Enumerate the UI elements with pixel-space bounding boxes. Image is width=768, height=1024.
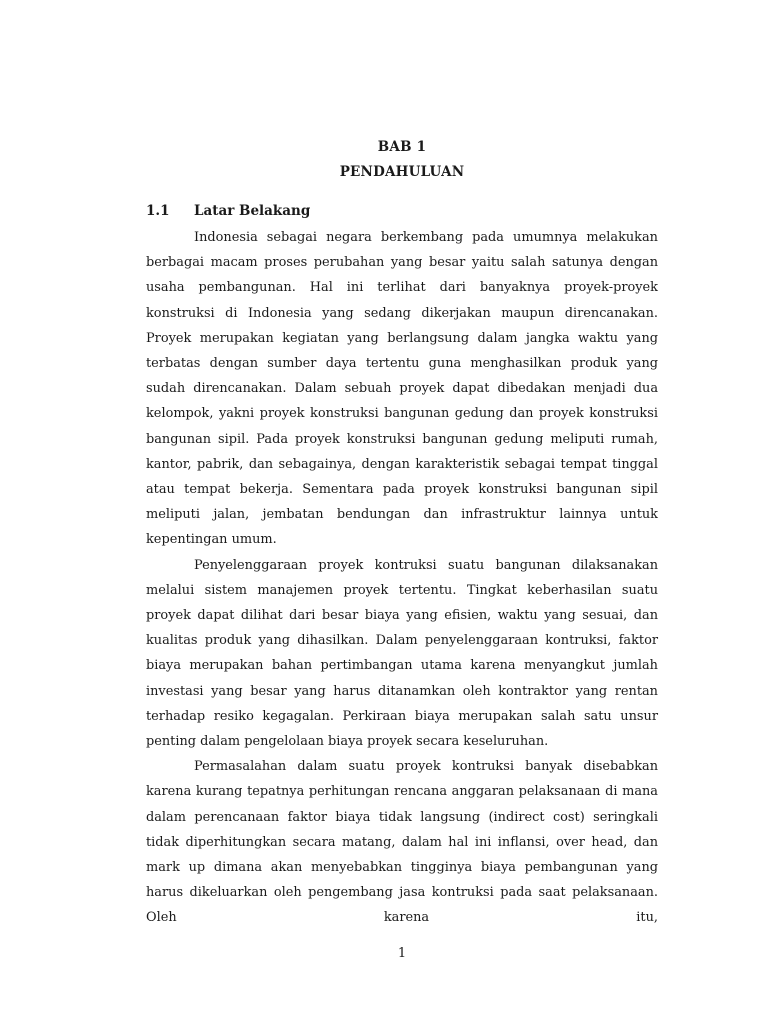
paragraph: Indonesia sebagai negara berkembang pada umumnya melakukan berbagai macam proses perubahan yang besar yaitu salah satunya dengan usaha pembangunan. Hal ini terlihat dari banyaknya proyek-proyek konstruksi di Indonesia yang sedang dikerjakan maupun direncanakan. Proyek merupakan kegiatan yang berlangsung dalam jangka waktu yang terbatas dengan sumber daya tertentu guna menghasilkan produk yang sudah direncanakan. Dalam sebuah proyek dapat dibedakan menjadi dua kelompok, yakni proyek konstruksi bangunan gedung dan proyek konstruksi bangunan sipil. Pada proyek konstruksi bangunan gedung meliputi rumah, kantor, pabrik, dan sebagainya, dengan karakteristik sebagai tempat tinggal atau tempat bekerja. Sementara pada proyek konstruksi bangunan sipil meliputi jalan, jembatan bendungan dan infrastruktur lainnya untuk kepentingan umum. <box>146 230 658 548</box>
chapter-number: BAB 1 <box>377 139 427 155</box>
section-heading <box>146 203 310 219</box>
chapter-title: PENDAHULUAN <box>339 164 465 180</box>
section-title: Latar Belakang <box>194 203 311 219</box>
body-text <box>146 225 658 931</box>
paragraph: Penyelenggaraan proyek kontruksi suatu bangunan dilaksanakan melalui sistem manajemen proyek tertentu. Tingkat keberhasilan suatu proyek dapat dilihat dari besar biaya yang efisien, waktu yang sesuai, dan kualitas produk yang dihasilkan. Dalam penyelenggaraan kontruksi, faktor biaya merupakan bahan pertimbangan utama karena menyangkut jumlah investasi yang besar yang harus ditanamkan oleh kontraktor yang rentan terhadap resiko kegagalan. Perkiraan biaya merupakan salah satu unsur penting dalam pengelolaan biaya proyek secara keseluruhan. <box>146 557 658 750</box>
paragraph: Permasalahan dalam suatu proyek kontruksi banyak disebabkan karena kurang tepatnya perhitungan rencana anggaran pelaksanaan di mana dalam perencanaan faktor biaya tidak langsung (indirect cost) seringkali tidak diperhitungkan secara matang, dalam hal ini inflansi, over head, dan mark up dimana akan menyebabkan tingginya biaya pembangunan yang harus dikeluarkan oleh pengembang jasa kontruksi pada saat pelaksanaan. Oleh karena itu, <box>146 759 658 926</box>
section-number: 1.1 <box>146 203 170 219</box>
page-number: 1 <box>397 946 407 961</box>
